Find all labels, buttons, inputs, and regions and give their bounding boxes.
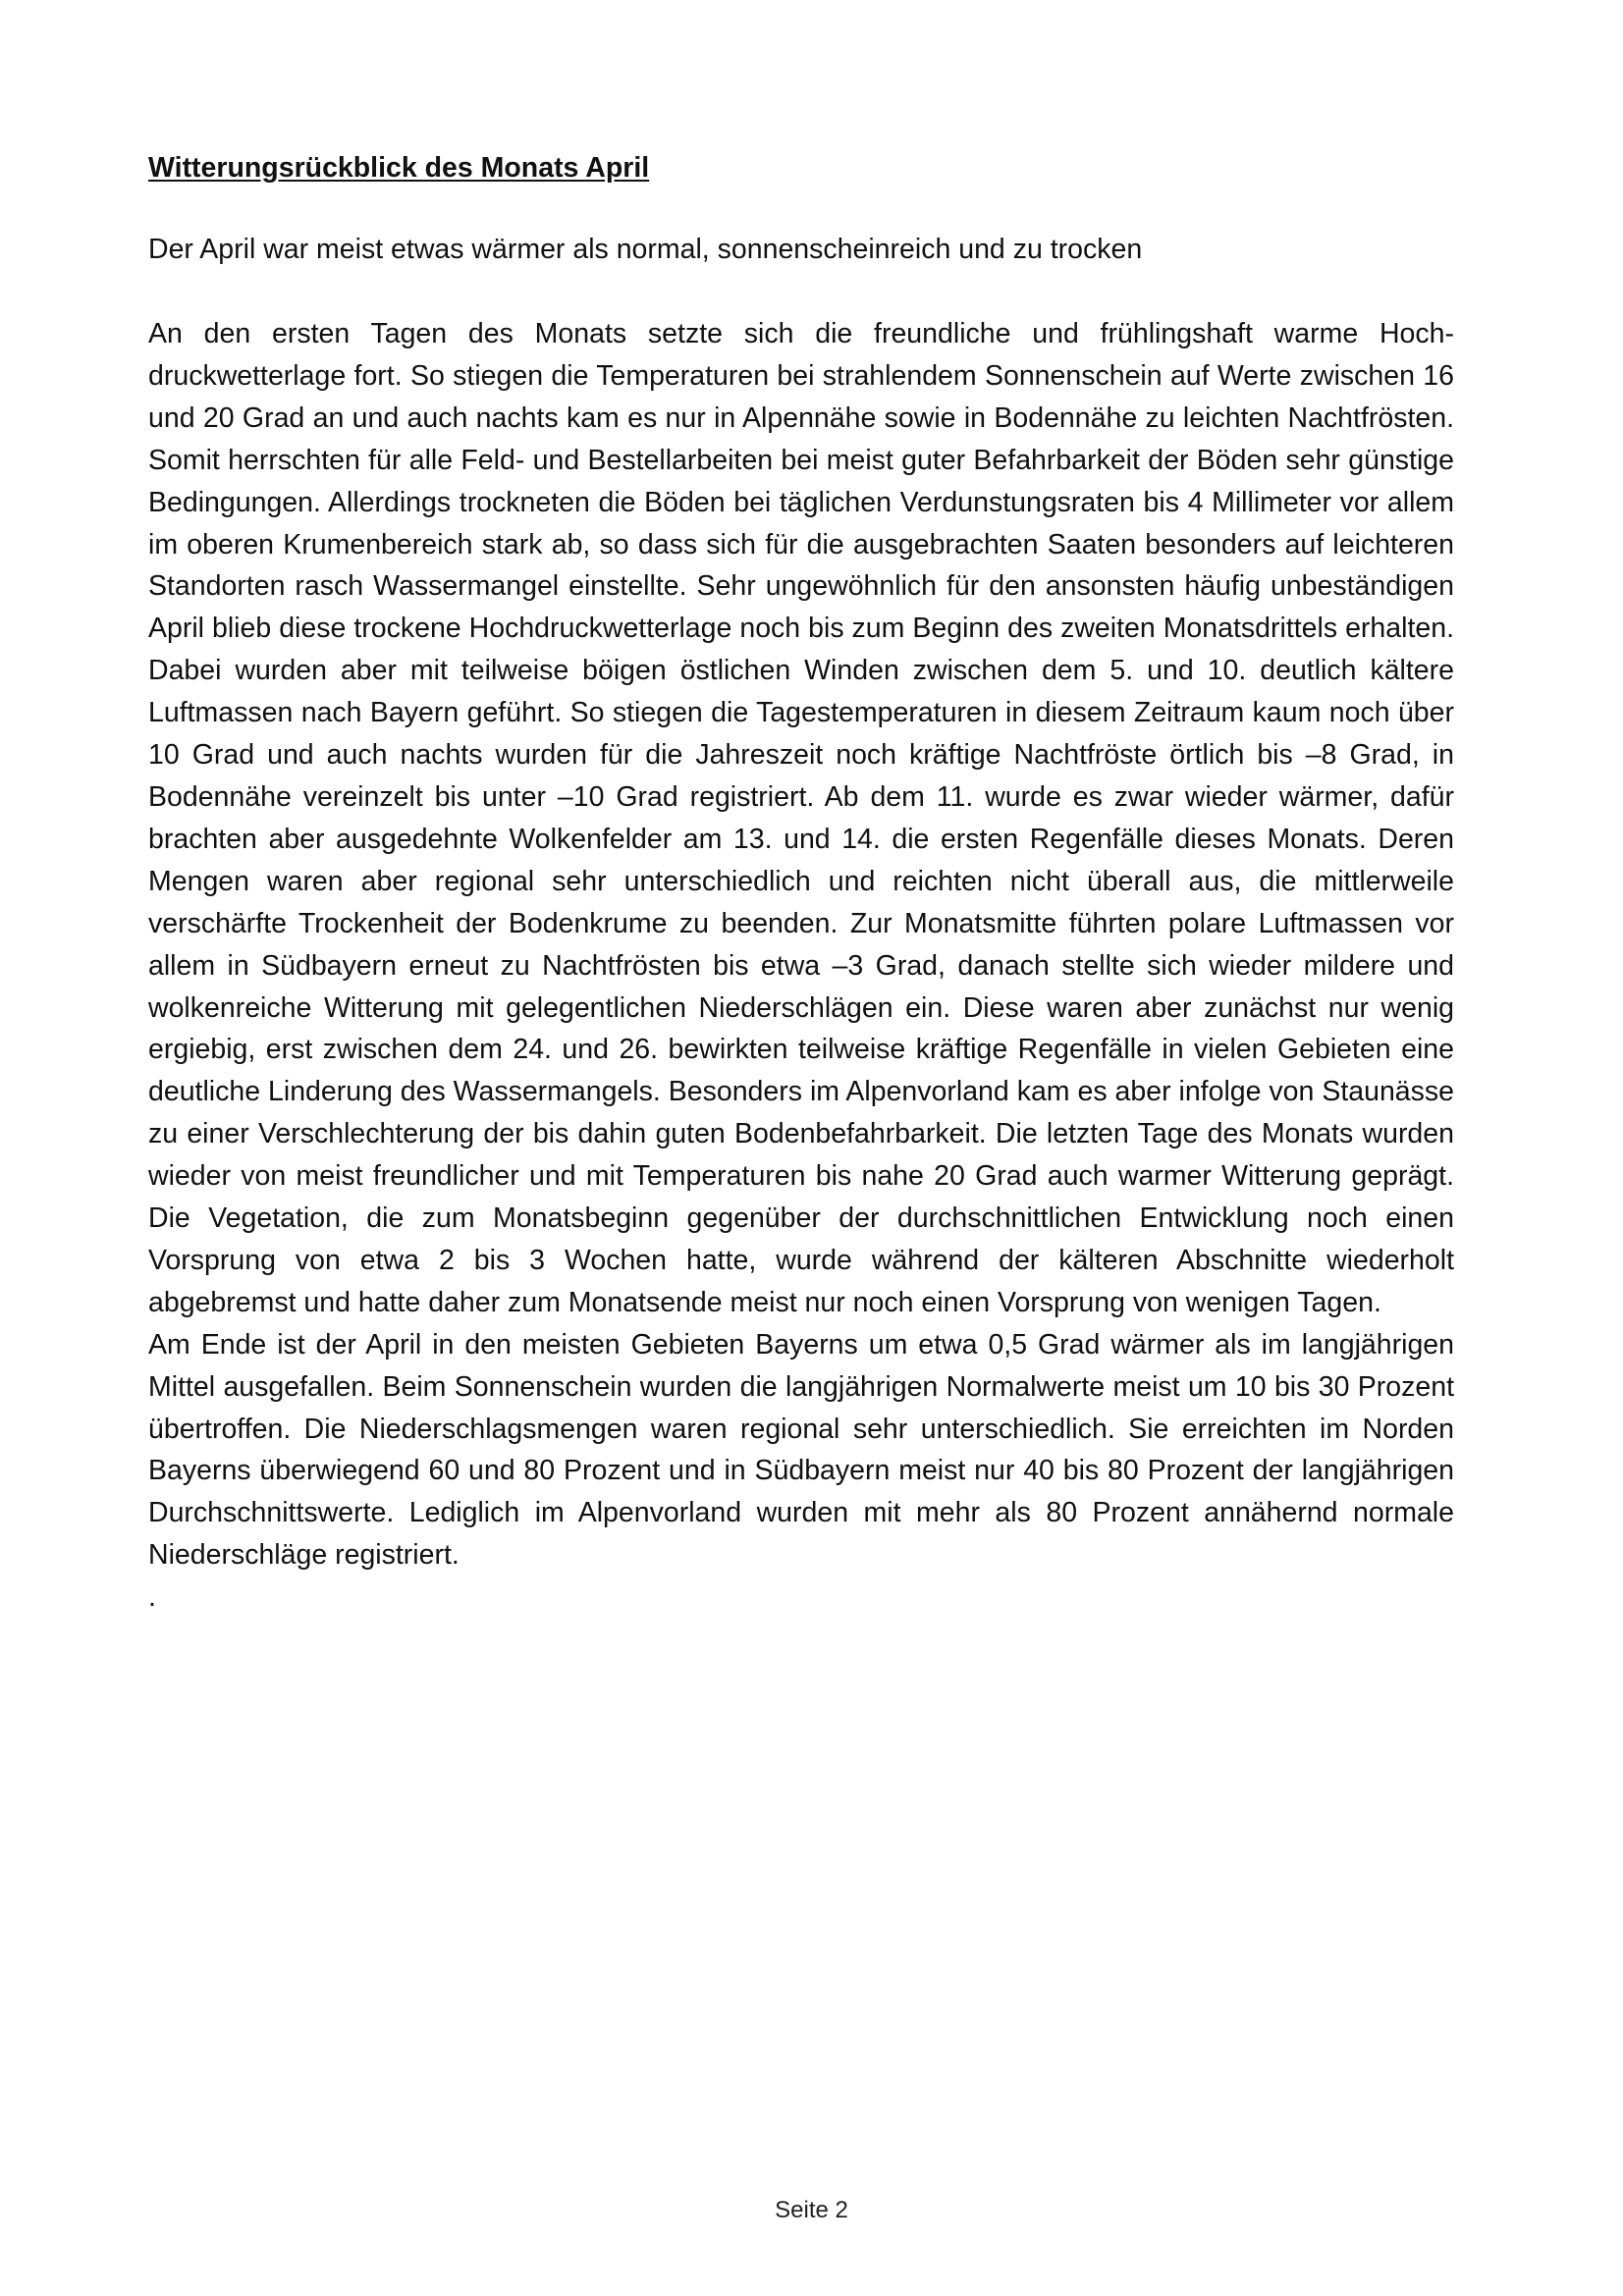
page-number: Seite 2	[775, 2197, 848, 2223]
document-subtitle: Der April war meist etwas wärmer als normal, sonnenscheinreich und zu trocken	[148, 234, 1143, 265]
document-title: Witterungsrückblick des Monats April	[148, 152, 650, 184]
document-content	[148, 147, 1454, 1619]
body-paragraph: An den ersten Tagen des Monats setzte sich die freundliche und frühlingshaft warme Hochdruckwetterlage fort. So stiegen die Temperaturen bei strahlendem Sonnenschein auf Werte zwischen 16 und 20 Grad an und auch nachts kam es nur in Alpennähe sowie in Bodennähe zu leichten Nachtfrösten. Somit herrschten für alle Feld- und Bestellarbeiten bei meist guter Befahrbarkeit der Böden sehr günstige Bedingungen. Allerdings trockneten die Böden bei täglichen Verdunstungsraten bis 4 Millimeter vor allem im oberen Krumenbereich stark ab, so dass sich für die ausgebrachten Saaten besonders auf leichteren Standorten rasch Wassermangel einstellte. Sehr ungewöhnlich für den ansonsten häufig unbeständigen April blieb diese trockene Hochdruckwetterlage noch bis zum Beginn des zweiten Monatsdrittels erhalten. Dabei wurden aber mit teilweise böigen östlichen Winden zwischen dem 5. und 10. deutlich kältere Luftmassen nach Bayern geführt. So stiegen die Tagestemperaturen in diesem Zeitraum kaum noch über 10 Grad und auch nachts wurden für die Jahreszeit noch kräftige Nachtfröste örtlich bis –8 Grad, in Bodennähe vereinzelt bis unter –10 Grad registriert. Ab dem 11. wurde es zwar wieder wärmer, dafür brachten aber ausgedehnte Wolkenfelder am 13. und 14. die ersten Regenfälle dieses Monats. Deren Mengen waren aber regional sehr unterschiedlich und reichten nicht überall aus, die mittlerweile verschärfte Trockenheit der Bodenkrume zu beenden. Zur Monatsmitte führten polare Luftmassen vor allem in Südbayern erneut zu Nachtfrösten bis etwa –3 Grad, danach stellte sich wieder mildere und wolkenreiche Witterung mit gelegentlichen Niederschlägen ein. Diese waren aber zunächst nur wenig ergiebig, erst zwischen dem 24. und 26. bewirkten teilweise kräftige Regenfälle in vielen Gebieten eine deutliche Linderung des Wassermangels. Besonders im Alpenvorland kam es aber infolge von Staunässe zu einer Verschlechterung der bis dahin guten Bodenbefahrbarkeit. Die letzten Tage des Monats wurden wieder von meist freundlicher und mit Temperaturen bis nahe 20 Grad auch warmer Witterung geprägt. Die Vegetation, die zum Monatsbeginn gegenüber der durchschnittlichen Entwicklung noch einen Vorsprung von etwa 2 bis 3 Wochen hatte, wurde während der kälteren Abschnitte wiederholt abgebremst und hatte daher zum Monatsende meist nur noch einen Vorsprung von wenigen Tagen.	[148, 318, 1454, 1318]
trailing-mark: .	[148, 1581, 156, 1614]
body-paragraph: Am Ende ist der April in den meisten Gebieten Bayerns um etwa 0,5 Grad wärmer als im langjährigen Mittel ausgefallen. Beim Sonnenschein wurden die langjährigen Normalwerte meist um 10 bis 30 Prozent übertroffen. Die Niederschlagsmengen waren regional sehr unterschiedlich. Sie erreichten im Norden Bayerns überwiegend 60 und 80 Prozent und in Südbayern meist nur 40 bis 80 Prozent der langjährigen Durchschnittswerte. Lediglich im Alpenvorland wurden mit mehr als 80 Prozent annähernd normale Niederschläge registriert.	[148, 1328, 1454, 1572]
